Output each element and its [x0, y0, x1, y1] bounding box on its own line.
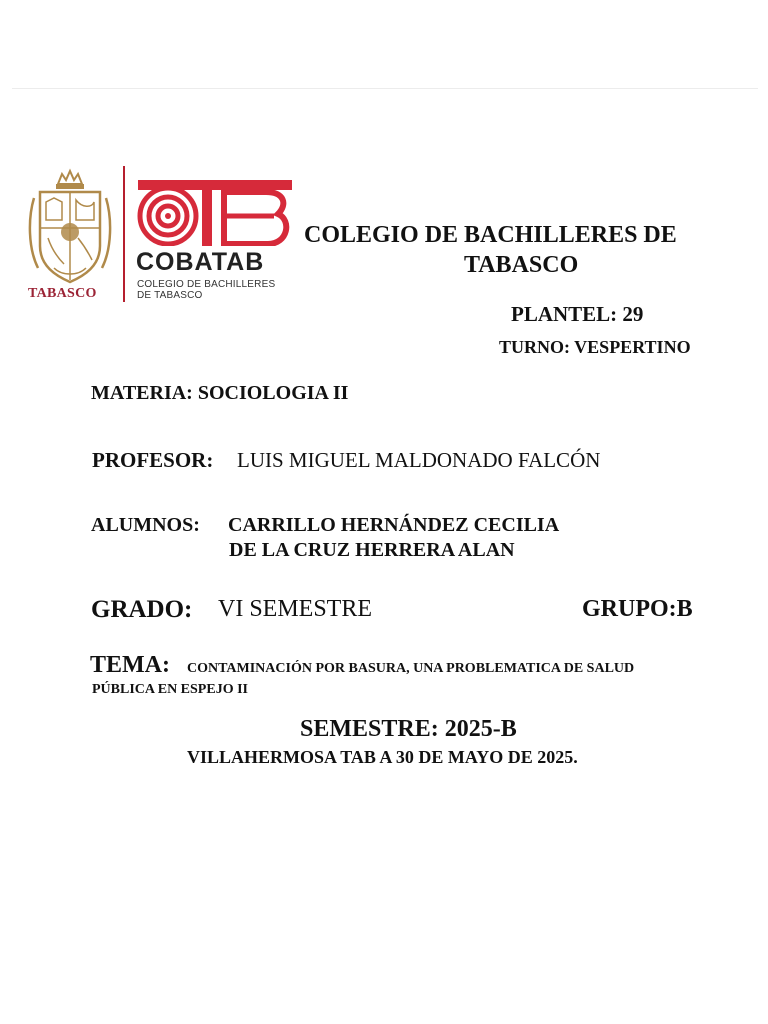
plantel-label: PLANTEL: 29: [511, 302, 644, 326]
cobatab-subtitle-line1: COLEGIO DE BACHILLERES: [137, 279, 276, 290]
logo-divider: [123, 166, 125, 302]
alumno-name: DE LA CRUZ HERRERA ALAN: [229, 539, 515, 561]
seal-caption: TABASCO: [28, 286, 97, 301]
materia-field: MATERIA: SOCIOLOGIA II: [91, 382, 349, 404]
alumno-name: CARRILLO HERNÁNDEZ CECILIA: [228, 514, 560, 536]
school-name-line2: TABASCO: [464, 252, 579, 278]
grupo-field: GRUPO:B: [582, 596, 693, 622]
tema-value-line1: CONTAMINACIÓN POR BASURA, UNA PROBLEMATICA DE SALUD: [187, 661, 635, 676]
profesor-label: PROFESOR:: [92, 448, 214, 472]
alumnos-label: ALUMNOS:: [91, 514, 200, 536]
grado-label: GRADO:: [91, 596, 193, 623]
semestre-field: SEMESTRE: 2025-B: [300, 716, 517, 742]
tema-label: TEMA:: [90, 652, 170, 678]
turno-label: TURNO: VESPERTINO: [499, 337, 691, 357]
page-top-rule: [12, 88, 758, 89]
profesor-value: LUIS MIGUEL MALDONADO FALCÓN: [237, 448, 601, 472]
cobatab-subtitle-line2: DE TABASCO: [137, 290, 203, 301]
cobatab-logo-mark: [136, 178, 294, 246]
grado-value: VI SEMESTRE: [218, 596, 373, 622]
cobatab-wordmark: COBATAB: [136, 248, 265, 276]
tema-value-line2: PÚBLICA EN ESPEJO II: [92, 682, 248, 697]
place-date-line: VILLAHERMOSA TAB A 30 DE MAYO DE 2025.: [187, 747, 578, 767]
tabasco-seal-logo: [24, 168, 116, 303]
school-name-line1: COLEGIO DE BACHILLERES DE: [304, 222, 677, 248]
cobatab-subtitle: [137, 279, 275, 301]
